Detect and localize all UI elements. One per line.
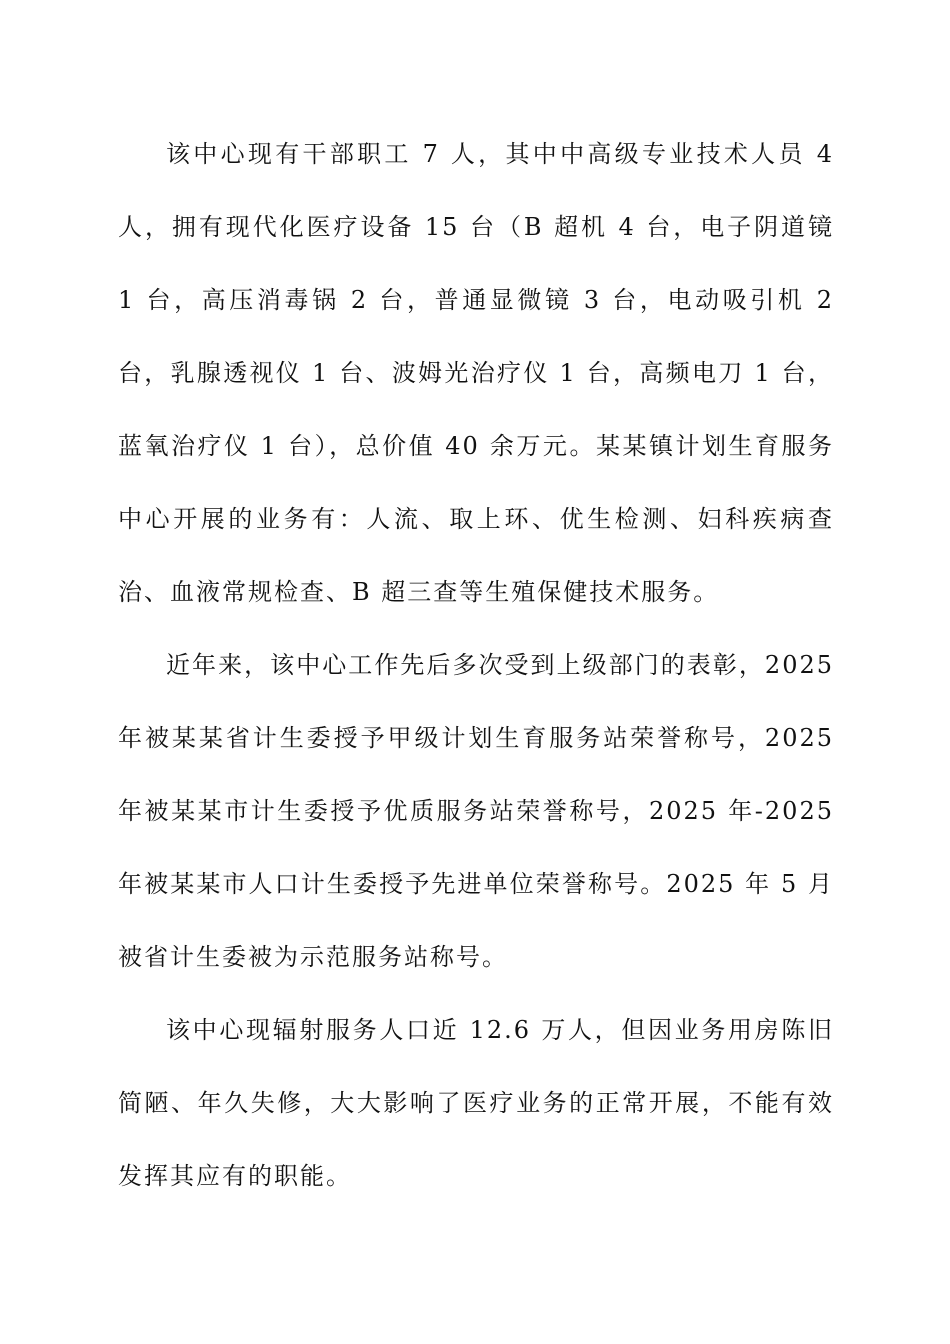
paragraph-equipment-services: 该中心现有干部职工 7 人，其中中高级专业技术人员 4 人，拥有现代化医疗设备 15 台（B 超机 4 台，电子阴道镜 1 台，高压消毒锅 2 台，普通显微镜 3 台，电动吸引机 2 台，乳腺透视仪 1 台、波姆光治疗仪 1 台，高频电刀 1 台，蓝氧治疗仪 1 台），总价值 40 余万元。某某镇计划生育服务中心开展的业务有：人流、取上环、优生检测、妇科疾病查治、血液常规检查、B 超三查等生殖保健技术服务。 bbox=[118, 140, 834, 606]
paragraph-service-population: 该中心现辐射服务人口近 12.6 万人，但因业务用房陈旧简陋、年久失修，大大影响了医疗业务的正常开展，不能有效发挥其应有的职能。 bbox=[118, 1016, 834, 1190]
body-text bbox=[118, 118, 834, 1213]
paragraph-honors: 近年来，该中心工作先后多次受到上级部门的表彰，2025 年被某某省计生委授予甲级计划生育服务站荣誉称号，2025 年被某某市计生委授予优质服务站荣誉称号，2025 年-2025 年被某某市人口计生委授予先进单位荣誉称号。2025 年 5 月被省计生委被为示范服务站称号。 bbox=[118, 651, 834, 971]
